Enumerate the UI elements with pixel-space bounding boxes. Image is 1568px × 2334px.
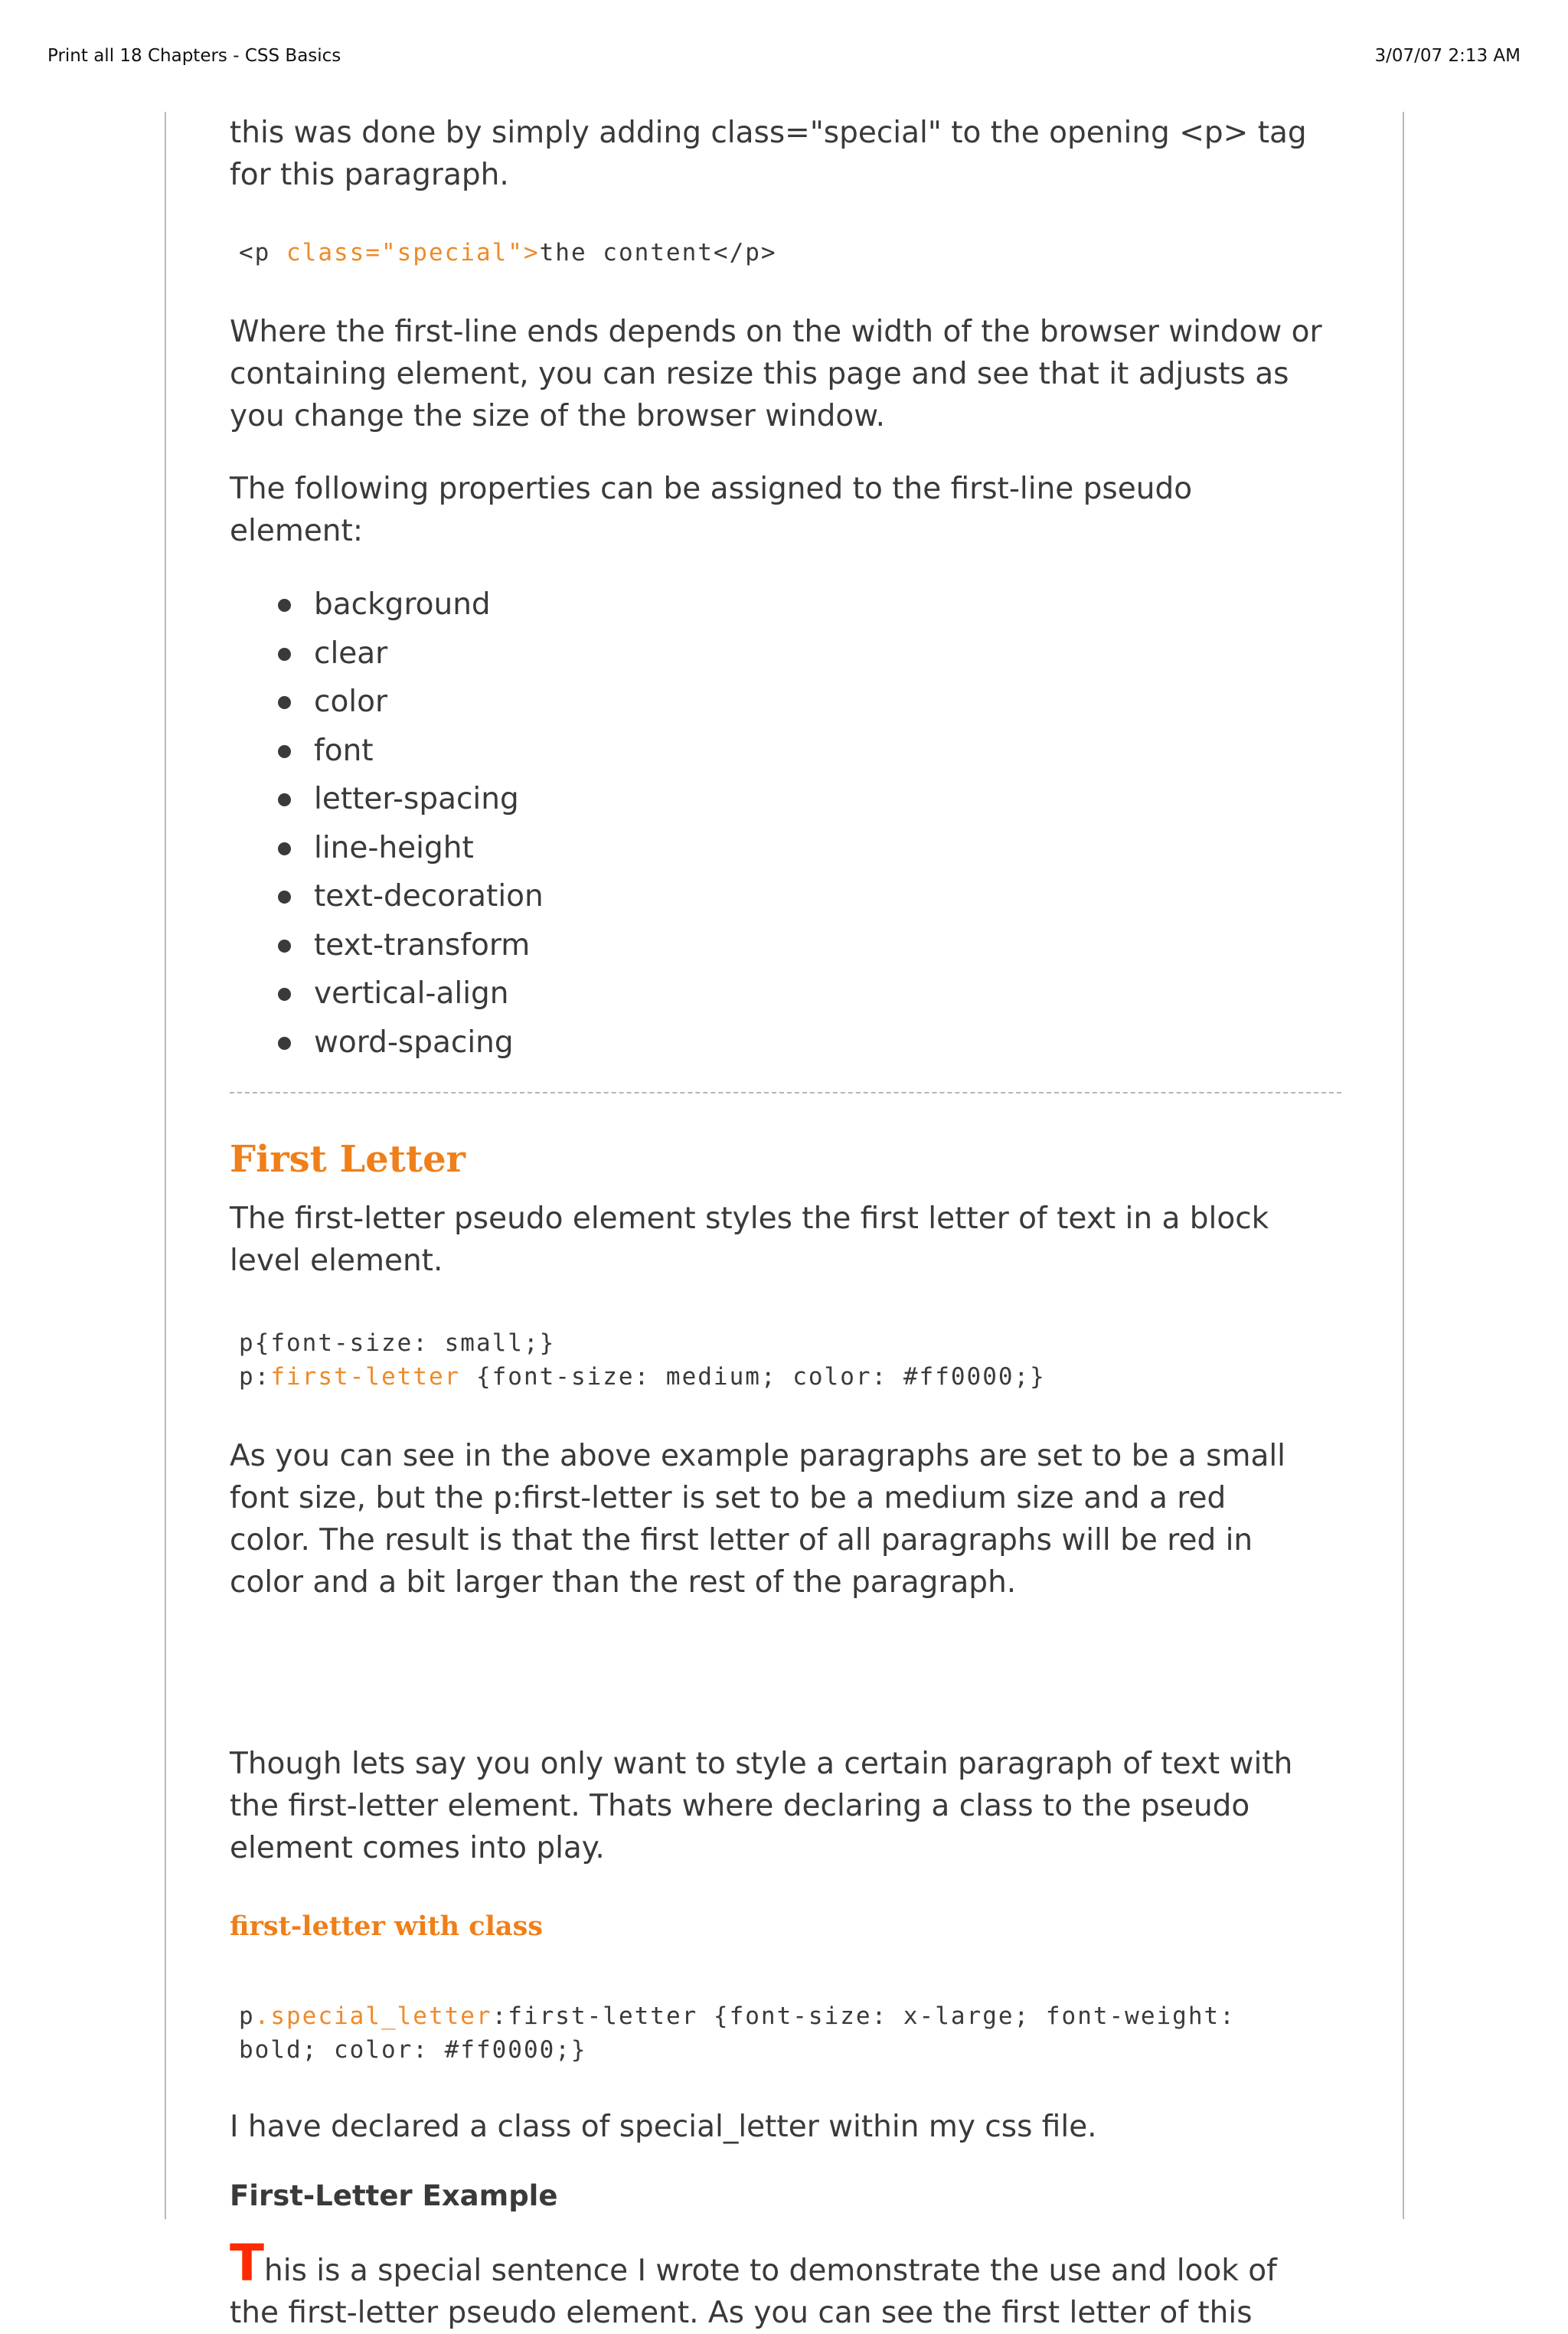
content-border-left	[165, 112, 166, 2219]
paragraph-line: As you can see in the above example paragraphs are set to be a small	[230, 1439, 1286, 1473]
code-line: bold; color: #ff0000;}	[239, 2036, 587, 2064]
paragraph-line: containing element, you can resize this page and see that it adjusts as	[230, 357, 1289, 391]
code-line: p:first-letter {font-size: medium; color: #ff0000;}	[239, 1363, 1046, 1391]
print-header-title: Print all 18 Chapters - CSS Basics	[47, 46, 341, 66]
first-letter-example-paragraph	[230, 2234, 1348, 2334]
code-highlight: class="special">	[286, 239, 540, 266]
bullet-icon	[278, 793, 291, 806]
list-item: font	[230, 727, 544, 776]
first-line-properties-list	[230, 580, 544, 1067]
list-item: background	[230, 580, 544, 629]
intro-line: for this paragraph.	[230, 158, 509, 192]
list-item: line-height	[230, 824, 544, 873]
list-item: color	[230, 678, 544, 727]
code-highlight: first-letter	[270, 1363, 461, 1391]
section-heading-first-letter: First Letter	[230, 1138, 466, 1181]
list-item: clear	[230, 629, 544, 678]
paragraph-line: element:	[230, 514, 363, 548]
paragraph-line: This is a special sentence I wrote to demonstrate the use and look of	[230, 2234, 1277, 2293]
bullet-icon	[278, 1037, 291, 1050]
content-border-right	[1403, 112, 1404, 2219]
bullet-icon	[278, 940, 291, 953]
first-line-paragraph	[230, 311, 1322, 437]
class-explanation	[230, 1743, 1292, 1869]
properties-paragraph	[230, 468, 1192, 552]
bullet-icon	[278, 696, 291, 709]
paragraph-line: you change the size of the browser window.	[230, 399, 886, 433]
intro-line: this was done by simply adding class="special" to the opening <p> tag	[230, 116, 1307, 150]
paragraph-line: font size, but the p:first-letter is set to be a medium size and a red	[230, 1481, 1227, 1515]
code-text: <p	[239, 239, 286, 266]
declared-class-paragraph: I have declared a class of special_letter within my css file.	[230, 2110, 1097, 2144]
code-text: the content</p>	[539, 239, 777, 266]
print-header-datetime: 3/07/07 2:13 AM	[1374, 46, 1521, 66]
section-divider	[230, 1092, 1341, 1093]
paragraph-line: color and a bit larger than the rest of the paragraph.	[230, 1565, 1017, 1600]
paragraph-line: Though lets say you only want to style a certain paragraph of text with	[230, 1747, 1293, 1781]
code-line: p.special_letter:first-letter {font-size: x-large; font-weight:	[239, 2002, 1236, 2030]
first-letter-intro	[230, 1198, 1269, 1282]
list-item: word-spacing	[230, 1018, 544, 1067]
paragraph-line: element comes into play.	[230, 1831, 605, 1865]
paragraph-line: the first-letter element. Thats where declaring a class to the pseudo	[230, 1789, 1250, 1823]
bullet-icon	[278, 648, 291, 661]
paragraph-line: The first-letter pseudo element styles the first letter of text in a block	[230, 1201, 1269, 1236]
print-header	[0, 46, 1568, 69]
paragraph-line: the first-letter pseudo element. As you can see the first letter of this	[230, 2296, 1253, 2330]
list-item: letter-spacing	[230, 775, 544, 824]
paragraph-line: The following properties can be assigned to the first-line pseudo	[230, 472, 1193, 506]
bullet-icon	[278, 842, 291, 855]
code-highlight: .special_letter	[254, 2002, 492, 2030]
bullet-icon	[278, 988, 291, 1001]
paragraph-line: level element.	[230, 1244, 443, 1278]
code-example-class-special	[239, 236, 777, 270]
bullet-icon	[278, 599, 291, 612]
intro-paragraph	[230, 112, 1307, 196]
list-item: text-decoration	[230, 872, 544, 921]
list-item: text-transform	[230, 921, 544, 970]
paragraph-line: color. The result is that the first letter of all paragraphs will be red in	[230, 1523, 1253, 1558]
bullet-icon	[278, 745, 291, 758]
paragraph-line: Where the first-line ends depends on the width of the browser window or	[230, 315, 1322, 349]
list-item: vertical-align	[230, 969, 544, 1018]
first-letter-explanation	[230, 1435, 1285, 1603]
first-letter-example-heading: First-Letter Example	[230, 2179, 558, 2212]
bullet-icon	[278, 891, 291, 904]
code-special-letter	[239, 1999, 1236, 2067]
subheading-first-letter-with-class: first-letter with class	[230, 1911, 543, 1942]
code-line: p{font-size: small;}	[239, 1329, 556, 1357]
code-example-first-letter	[239, 1326, 1046, 1394]
drop-cap-letter: T	[230, 2234, 265, 2293]
